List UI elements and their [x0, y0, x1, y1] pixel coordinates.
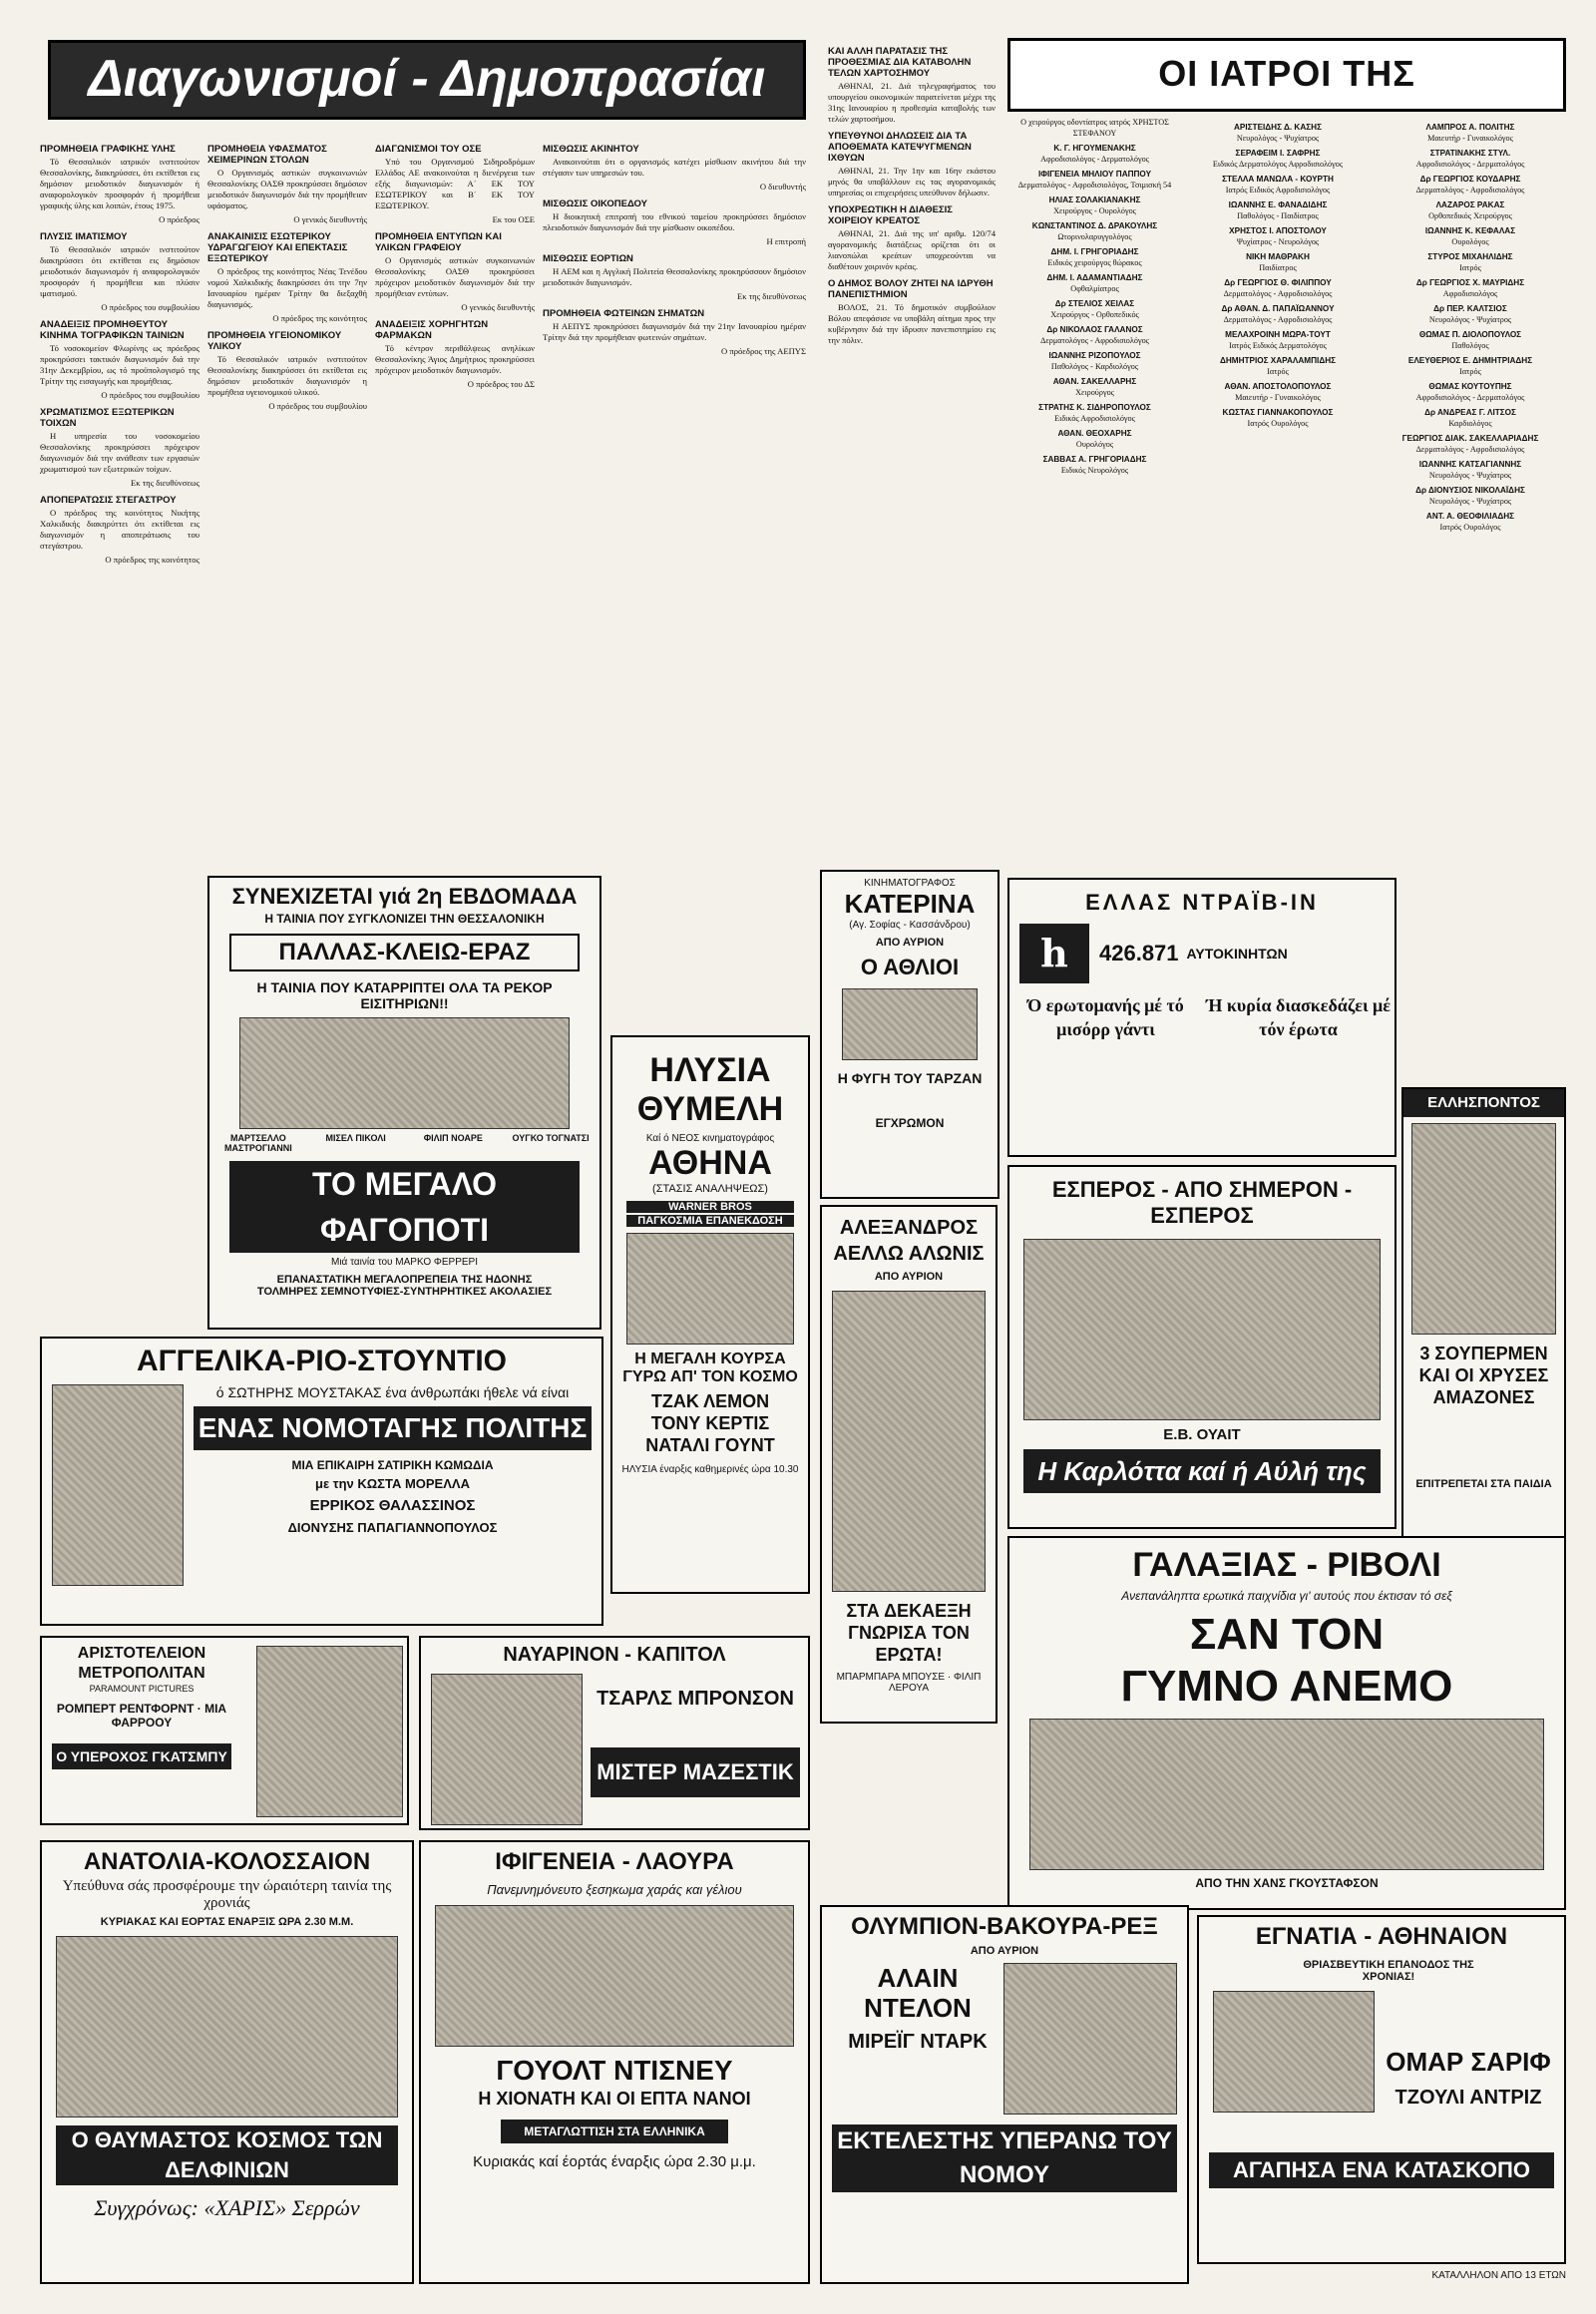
esperos-name: ΕΣΠΕΡΟΣ - ΑΠΟ ΣΗΜΕΡΟΝ - ΕΣΠΕΡΟΣ: [1051, 1177, 1353, 1228]
anatolia-name: ΑΝΑΤΟΛΙΑ-ΚΟΛΟΣΣΑΙΟΝ: [83, 1848, 371, 1875]
doctor-specialty: Ειδικός Δερματολόγος Αφροδισιολόγος: [1212, 159, 1344, 169]
doctor-specialty: Δερματολόγος - Αφροδισιολόγος: [1223, 314, 1333, 324]
notices-column-4: [543, 138, 806, 936]
ifigeneia-illustration: [435, 1905, 794, 2047]
angelika-portrait: [52, 1384, 184, 1586]
doctor-specialty: Παθολόγος - Καρδιολόγος: [1050, 361, 1139, 371]
galaxias-director: ΑΠΟ ΤΗΝ ΧΑΝΣ ΓΚΟΥΣΤΑΦΣΟΝ: [1195, 1876, 1379, 1890]
navarinon-illustration: [431, 1674, 583, 1825]
notice-title: ΠΡΟΜΗΘΕΙΑ ΦΩΤΕΙΝΩΝ ΣΗΜΑΤΩΝ: [543, 308, 705, 319]
galaxias-ad: [1007, 1536, 1566, 1910]
notice-body: Η διοικητική επιτροπή του εθνικού ταμείου προκηρύσσει δημόσιον πλειοδοτικόν διαγωνισμόν διά την μίσθωσιν οικοπέδου.: [543, 211, 806, 232]
notice-title: ΠΡΟΜΗΘΕΙΑ ΥΓΕΙΟΝΟΜΙΚΟΥ ΥΛΙΚΟΥ: [207, 330, 342, 352]
doctor-specialty: Ιατρός Ουρολόγος: [1439, 522, 1501, 532]
ilysia-ad: [610, 1035, 810, 1594]
notice-signature: Ο πρόεδρος: [159, 214, 200, 224]
angelika-producer: ΔΙΟΝΥΣΗΣ ΠΑΠΑΓΙΑΝΝΟΠΟΥΛΟΣ: [287, 1520, 498, 1535]
notice-body: Τό Θεσσαλικόν ιατρικόν ινστιτούτον διακηρύσσει ότι εκτίθεται εις δημόσιον μειοδοτικόν διαγωνισμόν ή αναφορολογικόν προσφοράν ή προμήθεια και πλύσιν ιματισμού.: [40, 244, 200, 298]
doctor-name: ΑΘΑΝ. ΑΠΟΣΤΟΛΟΠΟΥΛΟΣ: [1224, 382, 1332, 391]
notice-signature: Εκ του ΟΣΕ: [492, 214, 535, 224]
anatolia-illustration: [56, 1936, 398, 2118]
doctor-specialty: Ουρολόγος: [1451, 236, 1489, 246]
doctor-specialty: Χειρούργος - Ορθοπεδικός: [1050, 309, 1139, 319]
doctor-name: ΕΛΕΥΘΕΡΙΟΣ Ε. ΔΗΜΗΤΡΙΑΔΗΣ: [1407, 356, 1533, 365]
ilysia-cast: [612, 1390, 808, 1456]
egnatia-note: ΚΑΤΑΛΛΗΛΟΝ ΑΠΟ 13 ΕΤΩΝ: [1431, 2270, 1566, 2281]
ilysia-times: ΗΛΥΣΙΑ έναρξις καθημερινές ώρα 10.30: [621, 1464, 799, 1475]
ellas-drive-in-ad: [1007, 878, 1396, 1157]
notices-column-5: [828, 40, 996, 943]
doctor-specialty: Δερματολόγος - Αφροδισιολόγος: [1415, 185, 1525, 194]
angelika-line: ό ΣΩΤΗΡΗΣ ΜΟΥΣΤΑΚΑΣ ένα άνθρωπάκι ήθελε νά είναι: [215, 1384, 570, 1400]
doctor-specialty: Καρδιολόγος: [1448, 418, 1492, 428]
alexandros-illustration: [832, 1291, 986, 1592]
doctor-specialty: Ψυχίατρος - Νευρολόγος: [1236, 236, 1320, 246]
angelika-with: με την ΚΩΣΤΑ ΜΟΡΕΛΛΑ: [315, 1476, 470, 1491]
doctor-name: ΣΤΡΑΤΗΣ Κ. ΣΙΔΗΡΟΠΟΥΛΟΣ: [1038, 403, 1151, 412]
notice-body: ΑΘΗΝΑΙ, 21. Διά τηλεγραφήματος του υπουργείου οικονομικών παρατείνεται μέχρι της 31ης Ιανουαρίου η προθεσμία καταβολής των τελών χαρτοσήμου.: [828, 81, 996, 124]
katerina-label: ΚΙΝΗΜΑΤΟΓΡΑΦΟΣ: [864, 878, 956, 889]
pallas-subline: Η ΤΑΙΝΙΑ ΠΟΥ ΣΥΓΚΛΟΝΙΖΕΙ ΤΗΝ ΘΕΣΣΑΛΟΝΙΚΗ: [264, 912, 545, 926]
notices-column-1: [40, 138, 200, 1305]
alexandros-ad: [820, 1205, 998, 1724]
anatolia-ad: [40, 1840, 414, 2284]
notice-body: Τό Θεσσαλικόν ιατρικόν ινστιτούτον Θεσσαλονίκης διακηρύσσει ότι εκτίθεται εις δημόσιον μειοδοτικόν διαγωνισμόν η προμήθεια υγειονομικού υλικού.: [207, 354, 367, 397]
pallas-footer-1: ΕΠΑΝΑΣΤΑΤΙΚΗ ΜΕΓΑΛΟΠΡΕΠΕΙΑ ΤΗΣ ΗΔΟΝΗΣ: [276, 1274, 533, 1286]
doctor-specialty: Οφθαλμίατρος: [1070, 283, 1119, 293]
doctor-name: ΚΩΝΣΤΑΝΤΙΝΟΣ Δ. ΔΡΑΚΟΥΛΗΣ: [1031, 221, 1158, 230]
ilysia-reissue: ΠΑΓΚΟΣΜΙΑ ΕΠΑΝΕΚΔΟΣΗ: [626, 1215, 794, 1227]
notice-body: ΒΟΛΟΣ, 21. Τό δημοτικόν συμβούλιον Βόλου απεφάσισε να υποβάλη αίτημα προς την κυβέρνησιν διά την ίδρυσιν πανεπιστημίου εις την πόλιν.: [828, 302, 996, 345]
alexandros-name: ΑΛΕΞΑΝΔΡΟΣ ΑΕΛΛΩ ΑΛΩΝΙΣ: [833, 1217, 985, 1265]
olympion-from: ΑΠΟ ΑΥΡΙΟΝ: [970, 1945, 1039, 1957]
notice-title: ΑΝΑΚΑΙΝΙΣΙΣ ΕΣΩΤΕΡΙΚΟΥ ΥΔΡΑΓΩΓΕΙΟΥ ΚΑΙ ΕΠΕΚΤΑΣΙΣ ΕΞΩΤΕΡΙΚΟΥ: [207, 231, 348, 264]
katerina-title-1: Ο ΑΘΛΙΟΙ: [860, 955, 960, 979]
doctor-specialty: Νευρολόγος - Ψυχίατρος: [1428, 314, 1512, 324]
ellispontos-ad: [1401, 1087, 1566, 1556]
doctor-specialty: Παθολόγος: [1451, 340, 1489, 350]
notice-title: ΜΙΣΘΩΣΙΣ ΕΟΡΤΙΩΝ: [543, 253, 633, 264]
ifigeneia-title: ΓΟΥΟΛΤ ΝΤΙΣΝΕΥ: [496, 2055, 733, 2086]
notice-signature: Ο πρόεδρος της κοινότητος: [105, 555, 200, 565]
doctor-specialty: Χειρούργος: [1075, 387, 1114, 397]
ellispontos-title: 3 ΣΟΥΠΕΡΜΕΝ ΚΑΙ ΟΙ ΧΡΥΣΕΣ ΑΜΑΖΟΝΕΣ: [1418, 1344, 1549, 1407]
notice-signature: Ο πρόεδρος της κοινότητος: [272, 313, 367, 323]
doctor-specialty: Αφροδισιολόγος - Δερματολόγος: [1040, 154, 1149, 164]
doctor-name: Δρ ΑΘΑΝ. Δ. ΠΑΠΑΪΩΑΝΝΟΥ: [1221, 304, 1335, 313]
doctor-name: ΗΛΙΑΣ ΣΟΛΑΚΙΑΝΑΚΗΣ: [1048, 195, 1141, 204]
notice-title: ΥΠΟΧΡΕΩΤΙΚΗ Η ΔΙΑΘΕΣΙΣ ΧΟΙΡΕΙΟΥ ΚΡΕΑΤΟΣ: [828, 204, 954, 226]
doctor-name: Δρ ΓΕΩΡΓΙΟΣ ΚΟΥΔΑΡΗΣ: [1419, 175, 1521, 184]
aristotelion-studio: PARAMOUNT PICTURES: [89, 1684, 195, 1694]
doctor-name: ΙΦΙΓΕΝΕΙΑ ΜΗΛΙΟΥ ΠΑΠΠΟΥ: [1037, 170, 1152, 179]
notice-signature: Ο πρόεδρος του συμβουλίου: [101, 390, 200, 400]
pallas-cast-illustration: [239, 1017, 570, 1129]
angelika-title: ΕΝΑΣ ΝΟΜΟΤΑΓΗΣ ΠΟΛΙΤΗΣ: [194, 1406, 592, 1450]
doctor-specialty: Ιατρός: [1267, 366, 1289, 376]
katerina-illustration: [842, 988, 978, 1060]
egnatia-cast-1: ΟΜΑΡ ΣΑΡΙΦ: [1386, 2047, 1551, 2077]
ellispontos-illustration: [1411, 1123, 1556, 1335]
ilysia-cast-member: ΝΑΤΑΛΙ ΓΟΥΝΤ: [645, 1435, 775, 1455]
doctor-specialty: Δερματολόγος - Αφροδισιολόγος: [1040, 335, 1149, 345]
ellispontos-note: ΕΠΙΤΡΕΠΕΤΑΙ ΣΤΑ ΠΑΙΔΙΑ: [1415, 1478, 1552, 1490]
doctor-name: Δρ ΓΕΩΡΓΙΟΣ Χ. ΜΑΥΡΙΔΗΣ: [1415, 278, 1525, 287]
doctor-name: ΙΩΑΝΝΗΣ ΡΙΖΟΠΟΥΛΟΣ: [1048, 351, 1141, 360]
doctor-name: ΑΡΙΣΤΕΙΔΗΣ Δ. ΚΑΣΗΣ: [1234, 123, 1322, 132]
egnatia-cast-2: ΤΖΟΥΛΙ ΑΝΤΡΙΖ: [1395, 2087, 1542, 2109]
ellispontos-name: ΕΛΛΗΣΠΟΝΤΟΣ: [1403, 1089, 1564, 1117]
pallas-footer-2: ΤΟΛΜΗΡΕΣ ΣΕΜΝΟΤΥΦΙΕΣ-ΣΥΝΤΗΡΗΤΙΚΕΣ ΑΚΟΛΑΣΙΕΣ: [256, 1286, 553, 1298]
notice-title: ΜΙΣΘΩΣΙΣ ΑΚΙΝΗΤΟΥ: [543, 144, 639, 155]
notice-signature: Ο πρόεδρος του συμβουλίου: [101, 302, 200, 312]
doctor-name: ΚΩΣΤΑΣ ΓΙΑΝΝΑΚΟΠΟΥΛΟΣ: [1222, 408, 1334, 417]
pallas-cinema: ΠΑΛΛΑΣ-ΚΛΕΙΩ-ΕΡΑΖ: [229, 934, 580, 971]
notice-title: ΥΠΕΥΘΥΝΟΙ ΔΗΛΩΣΕΙΣ ΔΙΑ ΤΑ ΑΠΟΘΕΜΑΤΑ ΚΑΤΕΨΥΓΜΕΝΩΝ ΙΧΘΥΩΝ: [828, 131, 972, 164]
galaxias-illustration: [1029, 1719, 1544, 1870]
pallas-record-line: Η ΤΑΙΝΙΑ ΠΟΥ ΚΑΤΑΡΡΙΠΤΕΙ ΟΛΑ ΤΑ ΡΕΚΟΡ ΕΙΣΙΤΗΡΙΩΝ!!: [256, 979, 553, 1011]
doctor-name: ΑΘΑΝ. ΣΑΚΕΛΛΑΡΗΣ: [1052, 377, 1137, 386]
ilysia-and: Καί ό ΝΕΟΣ κινηματογράφος: [645, 1133, 775, 1144]
notice-signature: Ο πρόεδρος του ΔΣ: [467, 379, 535, 389]
esperos-title: Η Καρλόττα καί ή Αύλή της: [1023, 1449, 1381, 1493]
notice-title: ΑΠΟΠΕΡΑΤΩΣΙΣ ΣΤΕΓΑΣΤΡΟΥ: [40, 495, 177, 506]
ilysia-cast-member: ΤΖΑΚ ΛΕΜΟΝ: [650, 1391, 770, 1411]
notice-title: Ο ΔΗΜΟΣ ΒΟΛΟΥ ΖΗΤΕΙ ΝΑ ΙΔΡΥΘΗ ΠΑΝΕΠΙΣΤΗΜΙΟΝ: [828, 278, 994, 300]
anatolia-title: Ο ΘΑΥΜΑΣΤΟΣ ΚΟΣΜΟΣ ΤΩΝ ΔΕΛΦΙΝΙΩΝ: [56, 2125, 398, 2185]
ellas-name: ΕΛΛΑΣ ΝΤΡΑΪΒ-ΙΝ: [1085, 890, 1319, 915]
notice-body: Η ΑΕΜ και η Αγγλική Πολιτεία Θεσσαλονίκης προκηρύσσουν δημόσιον μειοδοτικόν διαγωνισμόν.: [543, 266, 806, 287]
olympion-cast-1: ΑΛΑΙΝ ΝΤΕΛΟΝ: [864, 1963, 972, 2023]
ifigeneia-tag: Πανεμνημόνευτο ξεσηκωμα χαράς και γέλιου: [487, 1882, 742, 1897]
notice-body: Ο πρόεδρος της κοινότητος Νικήτης Χαλκιδικής διακηρύττει ότι εκτίθεται εις διαγωνισμόν η αποπεράτωσις του στεγάστρου.: [40, 508, 200, 551]
notice-signature: Η επιτροπή: [766, 236, 806, 246]
aristotelion-illustration: [256, 1646, 403, 1817]
anatolia-line: Υπεύθυνα σάς προσφέρουμε την ώραιότερη ταινία της χρονιάς: [62, 1878, 392, 1911]
doctor-name: ΧΡΗΣΤΟΣ Ι. ΑΠΟΣΤΟΛΟΥ: [1229, 226, 1327, 235]
notice-title: ΠΡΟΜΗΘΕΙΑ ΥΦΑΣΜΑΤΟΣ ΧΕΙΜΕΡΙΝΩΝ ΣΤΟΛΩΝ: [207, 144, 327, 166]
notice-signature: Ο διευθυντής: [759, 182, 806, 192]
notice-signature: Ο πρόεδρος του συμβουλίου: [268, 401, 367, 411]
ellas-sub: ΑΥΤΟΚΙΝΗΤΩΝ: [1186, 946, 1288, 962]
doctors-column-a: [1007, 118, 1182, 876]
doctor-specialty: Ουρολόγος: [1075, 439, 1114, 449]
doctor-specialty: Αφροδισιολόγος - Δερματολόγος: [1415, 392, 1525, 402]
doctor-specialty: Ιατρός Ειδικός Δερματολόγος: [1229, 340, 1327, 350]
doctor-specialty: Αφροδισιολόγος: [1442, 288, 1498, 298]
doctor-specialty: Ειδικός Αφροδισιολόγος: [1054, 413, 1135, 423]
doctors-header: ΟΙ ΙΑΤΡΟΙ ΤΗΣ: [1007, 38, 1566, 112]
notice-signature: Ο πρόεδρος της ΑΕΠΥΣ: [721, 346, 806, 356]
doctor-specialty: Ειδικός χειρούργος θώρακος: [1047, 257, 1142, 267]
aristotelion-ad: [40, 1636, 409, 1825]
doctor-name: ΛΑΜΠΡΟΣ Α. ΠΟΛΙΤΗΣ: [1425, 123, 1515, 132]
egnatia-ad: [1197, 1915, 1566, 2264]
pallas-cast-member: ΜΙΣΕΛ ΠΙΚΟΛΙ: [325, 1133, 386, 1143]
doctor-name: Δρ ΝΙΚΟΛΑΟΣ ΓΑΛΑΝΟΣ: [1046, 325, 1143, 334]
navarinon-cast: ΤΣΑΡΛΣ ΜΠΡΟΝΣΟΝ: [597, 1688, 794, 1710]
navarinon-ad: [419, 1636, 810, 1830]
ilysia-studio: WARNER BROS: [626, 1201, 794, 1213]
doctor-name: ΑΝΤ. Α. ΘΕΟΦΙΛΙΑΔΗΣ: [1425, 512, 1515, 521]
doctor-specialty: Ιατρός: [1459, 262, 1481, 272]
olympion-title: ΕΚΤΕΛΕΣΤΗΣ ΥΠΕΡΑΝΩ ΤΟΥ ΝΟΜΟΥ: [832, 2124, 1177, 2192]
ellas-film-1: Ό ερωτομανής μέ τό μισόρρ γάντι: [1027, 995, 1184, 1039]
doctor-specialty: Μαιευτήρ - Γυναικολόγος: [1235, 392, 1321, 402]
olympion-name: ΟΛΥΜΠΙΟΝ-ΒΑΚΟΥΡΑ-ΡΕΞ: [851, 1913, 1158, 1940]
doctors-column-c: [1375, 118, 1566, 876]
doctor-name: ΑΘΑΝ. ΘΕΟΧΑΡΗΣ: [1057, 429, 1132, 438]
doctor-specialty: Ιατρός Ουρολόγος: [1247, 418, 1309, 428]
notices-column-3: [375, 138, 535, 856]
notices-column-2: [207, 138, 367, 856]
notice-title: ΧΡΩΜΑΤΙΣΜΟΣ ΕΞΩΤΕΡΙΚΩΝ ΤΟΙΧΩΝ: [40, 407, 175, 429]
katerina-color: ΕΓΧΡΩΜΟΝ: [875, 1116, 945, 1130]
doctors-column-b: [1189, 118, 1367, 876]
doctor-specialty: Νευρολόγος - Ψυχίατρος: [1428, 496, 1512, 506]
esperos-author: Ε.Β. ΟΥΑΙΤ: [1163, 1426, 1241, 1443]
doctor-name: Δρ ΣΤΕΛΙΟΣ ΧΕΙΛΑΣ: [1054, 299, 1135, 308]
doctor-specialty: Μαιευτήρ - Γυναικολόγος: [1427, 133, 1513, 143]
doctor-name: ΣΤΡΑΤΙΝΑΚΗΣ ΣΤΥΛ.: [1429, 149, 1511, 158]
angelika-tag: ΜΙΑ ΕΠΙΚΑΙΡΗ ΣΑΤΙΡΙΚΗ ΚΩΜΩΔΙΑ: [291, 1458, 494, 1472]
pallas-headline: ΣΥΝΕΧΙΖΕΤΑΙ γιά 2η ΕΒΔΟΜΑΔΑ: [231, 884, 578, 909]
doctor-name: ΔΗΜ. Ι. ΑΔΑΜΑΝΤΙΑΔΗΣ: [1046, 273, 1143, 282]
ifigeneia-film: Η ΧΙΟΝΑΤΗ ΚΑΙ ΟΙ ΕΠΤΑ ΝΑΝΟΙ: [478, 2089, 751, 2109]
egnatia-tag: ΘΡΙΑΣΒΕΥΤΙΚΗ ΕΠΑΝΟΔΟΣ ΤΗΣ ΧΡΟΝΙΑΣ!: [1303, 1959, 1474, 1983]
notice-body: Υπό του Οργανισμού Σιδηροδρόμων Ελλάδος ΑΕ ανακοινούται η διενέργεια των εξής διαγωνισμών: Α΄ ΕΚ ΤΟΥ ΕΣΩΤΕΡΙΚΟΥ και Β΄ ΕΚ ΤΟΥ ΕΞΩΤΕΡΙΚΟΥ.: [375, 157, 535, 210]
ellas-film-2: Ή κυρία διασκεδάζει μέ τόν έρωτα: [1206, 995, 1391, 1039]
pallas-director: Μιά ταινία του ΜΑΡΚΟ ΦΕΡΡΕΡΙ: [330, 1257, 479, 1268]
egnatia-illustration: [1213, 1991, 1375, 2113]
doctor-name: ΘΩΜΑΣ Π. ΔΙΟΛΟΠΟΥΛΟΣ: [1418, 330, 1522, 339]
galaxias-title: ΣΑΝ ΤΟΝ ΓΥΜΝΟ ΑΝΕΜΟ: [1120, 1610, 1453, 1711]
pallas-ad: [207, 876, 601, 1330]
doctor-name: ΣΑΒΒΑΣ Α. ΓΡΗΓΟΡΙΑΔΗΣ: [1042, 455, 1147, 464]
doctor-specialty: Χειρούργος - Ουρολόγος: [1053, 205, 1136, 215]
doctor-name: ΣΤΥΡΟΣ ΜΙΧΑΗΛΙΔΗΣ: [1427, 252, 1513, 261]
doctor-name: ΛΑΖΑΡΟΣ ΡΑΚΑΣ: [1435, 200, 1505, 209]
doctor-specialty: Ιατρός: [1459, 366, 1481, 376]
notice-signature: Εκ της διευθύνσεως: [130, 478, 200, 488]
pallas-cast-member: ΟΥΓΚΟ ΤΟΓΝΑΤΣΙ: [512, 1133, 590, 1143]
notice-signature: Ο γενικός διευθυντής: [293, 214, 367, 224]
notice-body: Τό Θεσσαλικόν ιατρικόν ινστιτούτον Θεσσαλονίκης, διακηρύσσει, ότι εκτίθεται εις δημόσιον μειοδοτικόν διαγωνισμόν ή αναφορολογικόν προσφοράν ή προμήθεια γραφικής ύλης και λοιπών, έτους 1975.: [40, 157, 200, 210]
ilysia-cast-member: ΤΟΝΥ ΚΕΡΤΙΣ: [650, 1413, 770, 1433]
athina-place: (ΣΤΑΣΙΣ ΑΝΑΛΗΨΕΩΣ): [652, 1183, 768, 1195]
doctor-name: Δρ ΓΕΩΡΓΙΟΣ Θ. ΦΙΛΙΠΠΟΥ: [1224, 278, 1332, 287]
doctor-specialty: Ορθοπεδικός Χειρούργος: [1428, 210, 1512, 220]
doctor-name: ΔΗΜΗΤΡΙΟΣ ΧΑΡΑΛΑΜΠΙΔΗΣ: [1219, 356, 1337, 365]
doctor-name: ΙΩΑΝΝΗΣ ΚΑΤΣΑΓΙΑΝΝΗΣ: [1418, 460, 1522, 469]
notice-title: ΑΝΑΔΕΙΞΙΣ ΧΟΡΗΓΗΤΩΝ ΦΑΡΜΑΚΩΝ: [375, 319, 489, 341]
notice-title: ΠΛΥΣΙΣ ΙΜΑΤΙΣΜΟΥ: [40, 231, 128, 242]
notice-body: Ανακοινούται ότι ο οργανισμός κατέχει μίσθωσιν ακινήτου διά την στέγασιν των υπηρεσιών του.: [543, 157, 806, 178]
notice-body: Ο Οργανισμός αστικών συγκοινωνιών Θεσσαλονίκης ΟΑΣΘ προκηρύσσει πρόχειρον μειοδοτικόν διαγωνισμόν διά την προμήθειαν εντύπων.: [375, 255, 535, 298]
doctor-name: Δρ ΠΕΡ. ΚΑΛΤΣΙΟΣ: [1433, 304, 1507, 313]
katerina-ad: [820, 870, 999, 1199]
egnatia-name: ΕΓΝΑΤΙΑ - ΑΘΗΝΑΙΟΝ: [1255, 1923, 1508, 1950]
doctor-specialty: Νευρολόγος - Ψυχίατρος: [1236, 133, 1320, 143]
notice-signature: Εκ της διευθύνσεως: [736, 291, 806, 301]
olympion-cast-2: ΜΙΡΕΪΓ ΝΤΑΡΚ: [848, 2031, 988, 2053]
ifigeneia-ad: [419, 1840, 810, 2284]
doctor-name: ΙΩΑΝΝΗΣ Κ. ΚΕΦΑΛΑΣ: [1424, 226, 1516, 235]
angelika-name: ΑΓΓΕΛΙΚΑ-ΡΙΟ-ΣΤΟΥΝΤΙΟ: [136, 1345, 508, 1377]
doctor-specialty: Νευρολόγος - Ψυχίατρος: [1428, 470, 1512, 480]
notice-signature: Ο γενικός διευθυντής: [461, 302, 535, 312]
navarinon-title: ΜΙΣΤΕΡ ΜΑΖΕΣΤΙΚ: [591, 1747, 800, 1797]
ilysia-film-title: Η ΜΕΓΑΛΗ ΚΟΥΡΣΑ ΓΥΡΩ ΑΠ' ΤΟΝ ΚΟΣΜΟ: [622, 1350, 798, 1385]
ilysia-illustration: [626, 1233, 794, 1345]
doctor-specialty: Δερματολόγος - Αφροδισιολόγος: [1415, 444, 1525, 454]
doctors-intro: Ο χειρούργος οδοντίατρος ιατρός ΧΡΗΣΤΟΣ ΣΤΕΦΑΝΟΥ: [1020, 118, 1169, 138]
pallas-title: ΤΟ ΜΕΓΑΛΟ ΦΑΓΟΠΟΤΙ: [229, 1161, 580, 1253]
notice-title: ΚΑΙ ΑΛΛΗ ΠΑΡΑΤΑΣΙΣ ΤΗΣ ΠΡΟΘΕΣΜΙΑΣ ΔΙΑ ΚΑΤΑΒΟΛΗΝ ΤΕΛΩΝ ΧΑΡΤΟΣΗΜΟΥ: [828, 46, 972, 79]
doctor-name: ΔΗΜ. Ι. ΓΡΗΓΟΡΙΑΔΗΣ: [1050, 247, 1139, 256]
ilysia-name: ΗΛΥΣΙΑ: [649, 1051, 771, 1089]
doctor-name: Κ. Γ. ΗΓΟΥΜΕΝΑΚΗΣ: [1053, 144, 1136, 153]
doctor-name: ΜΕΛΑΧΡΟΙΝΗ ΜΩΡΑ-ΤΟΥΤ: [1225, 330, 1331, 339]
doctor-name: Δρ ΔΙΟΝΥΣΙΟΣ ΝΙΚΟΛΑΪΔΗΣ: [1415, 486, 1525, 495]
ellas-phone: 426.871: [1099, 941, 1179, 965]
alexandros-title: ΣΤΑ ΔΕΚΑΕΞΗ ΓΝΩΡΙΣΑ ΤΟΝ ΕΡΩΤΑ!: [846, 1601, 972, 1665]
notice-body: ΑΘΗΝΑΙ, 21. Διά της υπ' αριθμ. 120/74 αγορανομικής διατάξεως ορίζεται ότι οι λιανοπώλαι κρεάτων υποχρεούνται να διαθέτουν χοιρινόν κρέας.: [828, 228, 996, 271]
esperos-illustration: [1023, 1239, 1381, 1420]
doctor-name: Δρ ΑΝΔΡΕΑΣ Γ. ΛΙΤΣΟΣ: [1424, 408, 1516, 417]
navarinon-name: ΝΑΥΑΡΙΝΟΝ - ΚΑΠΙΤΟΛ: [503, 1644, 726, 1666]
angelika-ad: [40, 1337, 603, 1626]
ifigeneia-name: ΙΦΙΓΕΝΕΙΑ - ΛΑΟΥΡΑ: [495, 1848, 734, 1875]
notice-body: Τό κέντρον περιθάλψεως ανηλίκων Θεσσαλονίκης Άγιος Δημήτριος προκηρύσσει πρόχειρον μειοδοτικόν διαγωνισμόν.: [375, 343, 535, 375]
doctor-specialty: Δερματολόγος - Αφροδισιολόγος: [1223, 288, 1333, 298]
notice-body: Ο Οργανισμός αστικών συγκοινωνιών Θεσσαλονίκης ΟΑΣΘ προκηρύσσει δημόσιον μειοδοτικόν διαγωνισμόν διά την προμήθειαν υφάσματος.: [207, 168, 367, 210]
katerina-address: (Αγ. Σοφίας - Κασσάνδρου): [849, 920, 971, 931]
doctor-specialty: Ωτορινολαρυγγολόγος: [1057, 231, 1132, 241]
doctor-specialty: Ιατρός Ειδικός Αφροδισιολόγος: [1225, 185, 1331, 194]
notice-title: ΠΡΟΜΗΘΕΙΑ ΕΝΤΥΠΩΝ ΚΑΙ ΥΛΙΚΩΝ ΓΡΑΦΕΙΟΥ: [375, 231, 502, 253]
notices-banner: Διαγωνισμοί - Δημοπρασίαι: [48, 40, 806, 120]
katerina-name: ΚΑΤΕΡΙΝΑ: [844, 889, 976, 919]
doctor-specialty: Παιδίατρος: [1259, 262, 1297, 272]
pallas-cast: [209, 1133, 599, 1153]
anatolia-times: ΚΥΡΙΑΚΑΣ ΚΑΙ ΕΟΡΤΑΣ ΕΝΑΡΞΙΣ ΩΡΑ 2.30 Μ.Μ.: [100, 1916, 354, 1928]
alexandros-cast: ΜΠΑΡΜΠΑΡΑ ΜΠΟΥΣΕ · ΦΙΛΙΠ ΛΕΡΟΥΑ: [836, 1672, 982, 1694]
notice-title: ΔΙΑΓΩΝΙΣΜΟΙ ΤΟΥ ΟΣΕ: [375, 144, 482, 155]
doctor-specialty: Ειδικός Νευρολόγος: [1060, 465, 1129, 475]
doctor-name: ΙΩΑΝΝΗΣ Ε. ΦΑΝΑΔΙΔΗΣ: [1228, 200, 1328, 209]
alexandros-from: ΑΠΟ ΑΥΡΙΟΝ: [874, 1271, 944, 1283]
galaxias-name: ΓΑΛΑΞΙΑΣ - ΡΙΒΟΛΙ: [1132, 1546, 1441, 1584]
aristotelion-cast: ΡΟΜΠΕΡΤ ΡΕΝΤΦΟΡΝΤ · ΜΙΑ ΦΑΡΡΟΟΥ: [56, 1702, 227, 1730]
aristotelion-name: ΑΡΙΣΤΟΤΕΛΕΙΟΝ ΜΕΤΡΟΠΟΛΙΤΑΝ: [77, 1645, 206, 1682]
egnatia-title: ΑΓΑΠΗΣΑ ΕΝΑ ΚΑΤΑΣΚΟΠΟ: [1209, 2152, 1554, 2188]
notice-body: Η υπηρεσία του νοσοκομείου Θεσσαλονίκης προκηρύσσει πρόχειρον διαγωνισμόν διά την ανάθεσιν των εργασιών χρωματισμού των εξωτερικών τοίχων.: [40, 431, 200, 474]
notice-body: Τό νοσοκομείον Φλωρίνης ως πρόεδρος προκηρύσσει τακτικόν διαγωνισμόν διά την 31ην Δεκεμβρίου, ως τό προϋπολογισμό της Τρίτην της εισαγωγής και προμήθειας.: [40, 343, 200, 386]
notice-title: ΑΝΑΔΕΙΞΙΣ ΠΡΟΜΗΘΕΥΤΟΥ ΚΙΝΗΜΑ ΤΟΓΡΑΦΙΚΩΝ ΤΑΙΝΙΩΝ: [40, 319, 185, 341]
doctor-name: ΓΕΩΡΓΙΟΣ ΔΙΑΚ. ΣΑΚΕΛΛΑΡΙΑΔΗΣ: [1401, 434, 1539, 443]
doctor-specialty: Αφροδισιολόγος - Δερματολόγος: [1415, 159, 1525, 169]
olympion-ad: [820, 1905, 1189, 2284]
katerina-from: ΑΠΟ ΑΥΡΙΟΝ: [875, 937, 945, 949]
ifigeneia-dub: ΜΕΤΑΓΛΩΤΤΙΣΗ ΣΤΑ ΕΛΛΗΝΙΚΑ: [501, 2120, 728, 2143]
pallas-cast-member: ΦΙΛΙΠ ΝΟΑΡΕ: [423, 1133, 483, 1143]
anatolia-together: Συγχρόνως: «ΧΑΡΙΣ» Σερρών: [94, 2195, 360, 2220]
notice-title: ΜΙΣΘΩΣΙΣ ΟΙΚΟΠΕΔΟΥ: [543, 198, 648, 209]
doctor-specialty: Δερματολόγος - Αφροδισιολόγος, Τσιμισκή 54: [1017, 180, 1172, 190]
doctor-name: ΘΩΜΑΣ ΚΟΥΤΟΥΠΗΣ: [1428, 382, 1512, 391]
esperos-ad: [1007, 1165, 1396, 1529]
doctor-name: ΣΤΕΛΛΑ ΜΑΝΩΛΑ - ΚΟΥΡΤΗ: [1222, 175, 1334, 184]
angelika-director: ΕΡΡΙΚΟΣ ΘΑΛΑΣΣΙΝΟΣ: [309, 1497, 476, 1514]
olympion-illustration: [1003, 1963, 1177, 2115]
aristotelion-title: Ο ΥΠΕΡΟΧΟΣ ΓΚΑΤΣΜΠΥ: [52, 1743, 231, 1769]
notice-body: Η ΑΕΠΥΣ προκηρύσσει διαγωνισμόν διά την 21ην Ιανουαρίου ημέραν Τρίτην διά την προμήθειαν φωτεινών σημάτων.: [543, 321, 806, 342]
galaxias-tag: Ανεπανάληπτα ερωτικά παιχνίδια γι' αυτούς που έκτισαν τό σεξ: [1121, 1589, 1452, 1603]
thymeli-name: ΘΥΜΕΛΗ: [636, 1090, 784, 1128]
athina-name: ΑΘΗΝΑ: [648, 1144, 772, 1182]
katerina-title-2: Η ΦΥΓΗ ΤΟΥ ΤΑΡΖΑΝ: [837, 1070, 983, 1086]
pallas-cast-member: ΜΑΡΤΣΕΛΛΟ ΜΑΣΤΡΟΓΙΑΝΝΙ: [223, 1133, 292, 1153]
ifigeneia-times: Κυριακάς καί έορτάς έναρξις ώρα 2.30 μ.μ.: [473, 2153, 756, 2170]
notice-body: ΑΘΗΝΑΙ, 21. Την 1ην και 16ην εκάστου μηνός θα υποβάλλουν εις τας αγορανομικάς υπηρεσίας οι επιχειρήσεις υπεύθυνον δήλωσιν.: [828, 166, 996, 197]
doctor-specialty: Παθολόγος - Παιδίατρος: [1237, 210, 1319, 220]
doctor-name: ΣΕΡΑΦΕΙΜ Ι. ΣΑΦΡΗΣ: [1235, 149, 1321, 158]
notice-body: Ο πρόεδρος της κοινότητος Νέας Τενέδου νομού Χαλκιδικής διακηρύσσει ότι την 7ην Ιανουαρίου ημέραν Τρίτην θα διεξαχθή διαγωνισμός.: [207, 266, 367, 309]
doctor-name: ΝΙΚΗ ΜΑΘΡΑΚΗ: [1246, 252, 1310, 261]
notice-title: ΠΡΟΜΗΘΕΙΑ ΓΡΑΦΙΚΗΣ ΥΛΗΣ: [40, 144, 176, 155]
ellas-logo: h: [1019, 924, 1089, 983]
